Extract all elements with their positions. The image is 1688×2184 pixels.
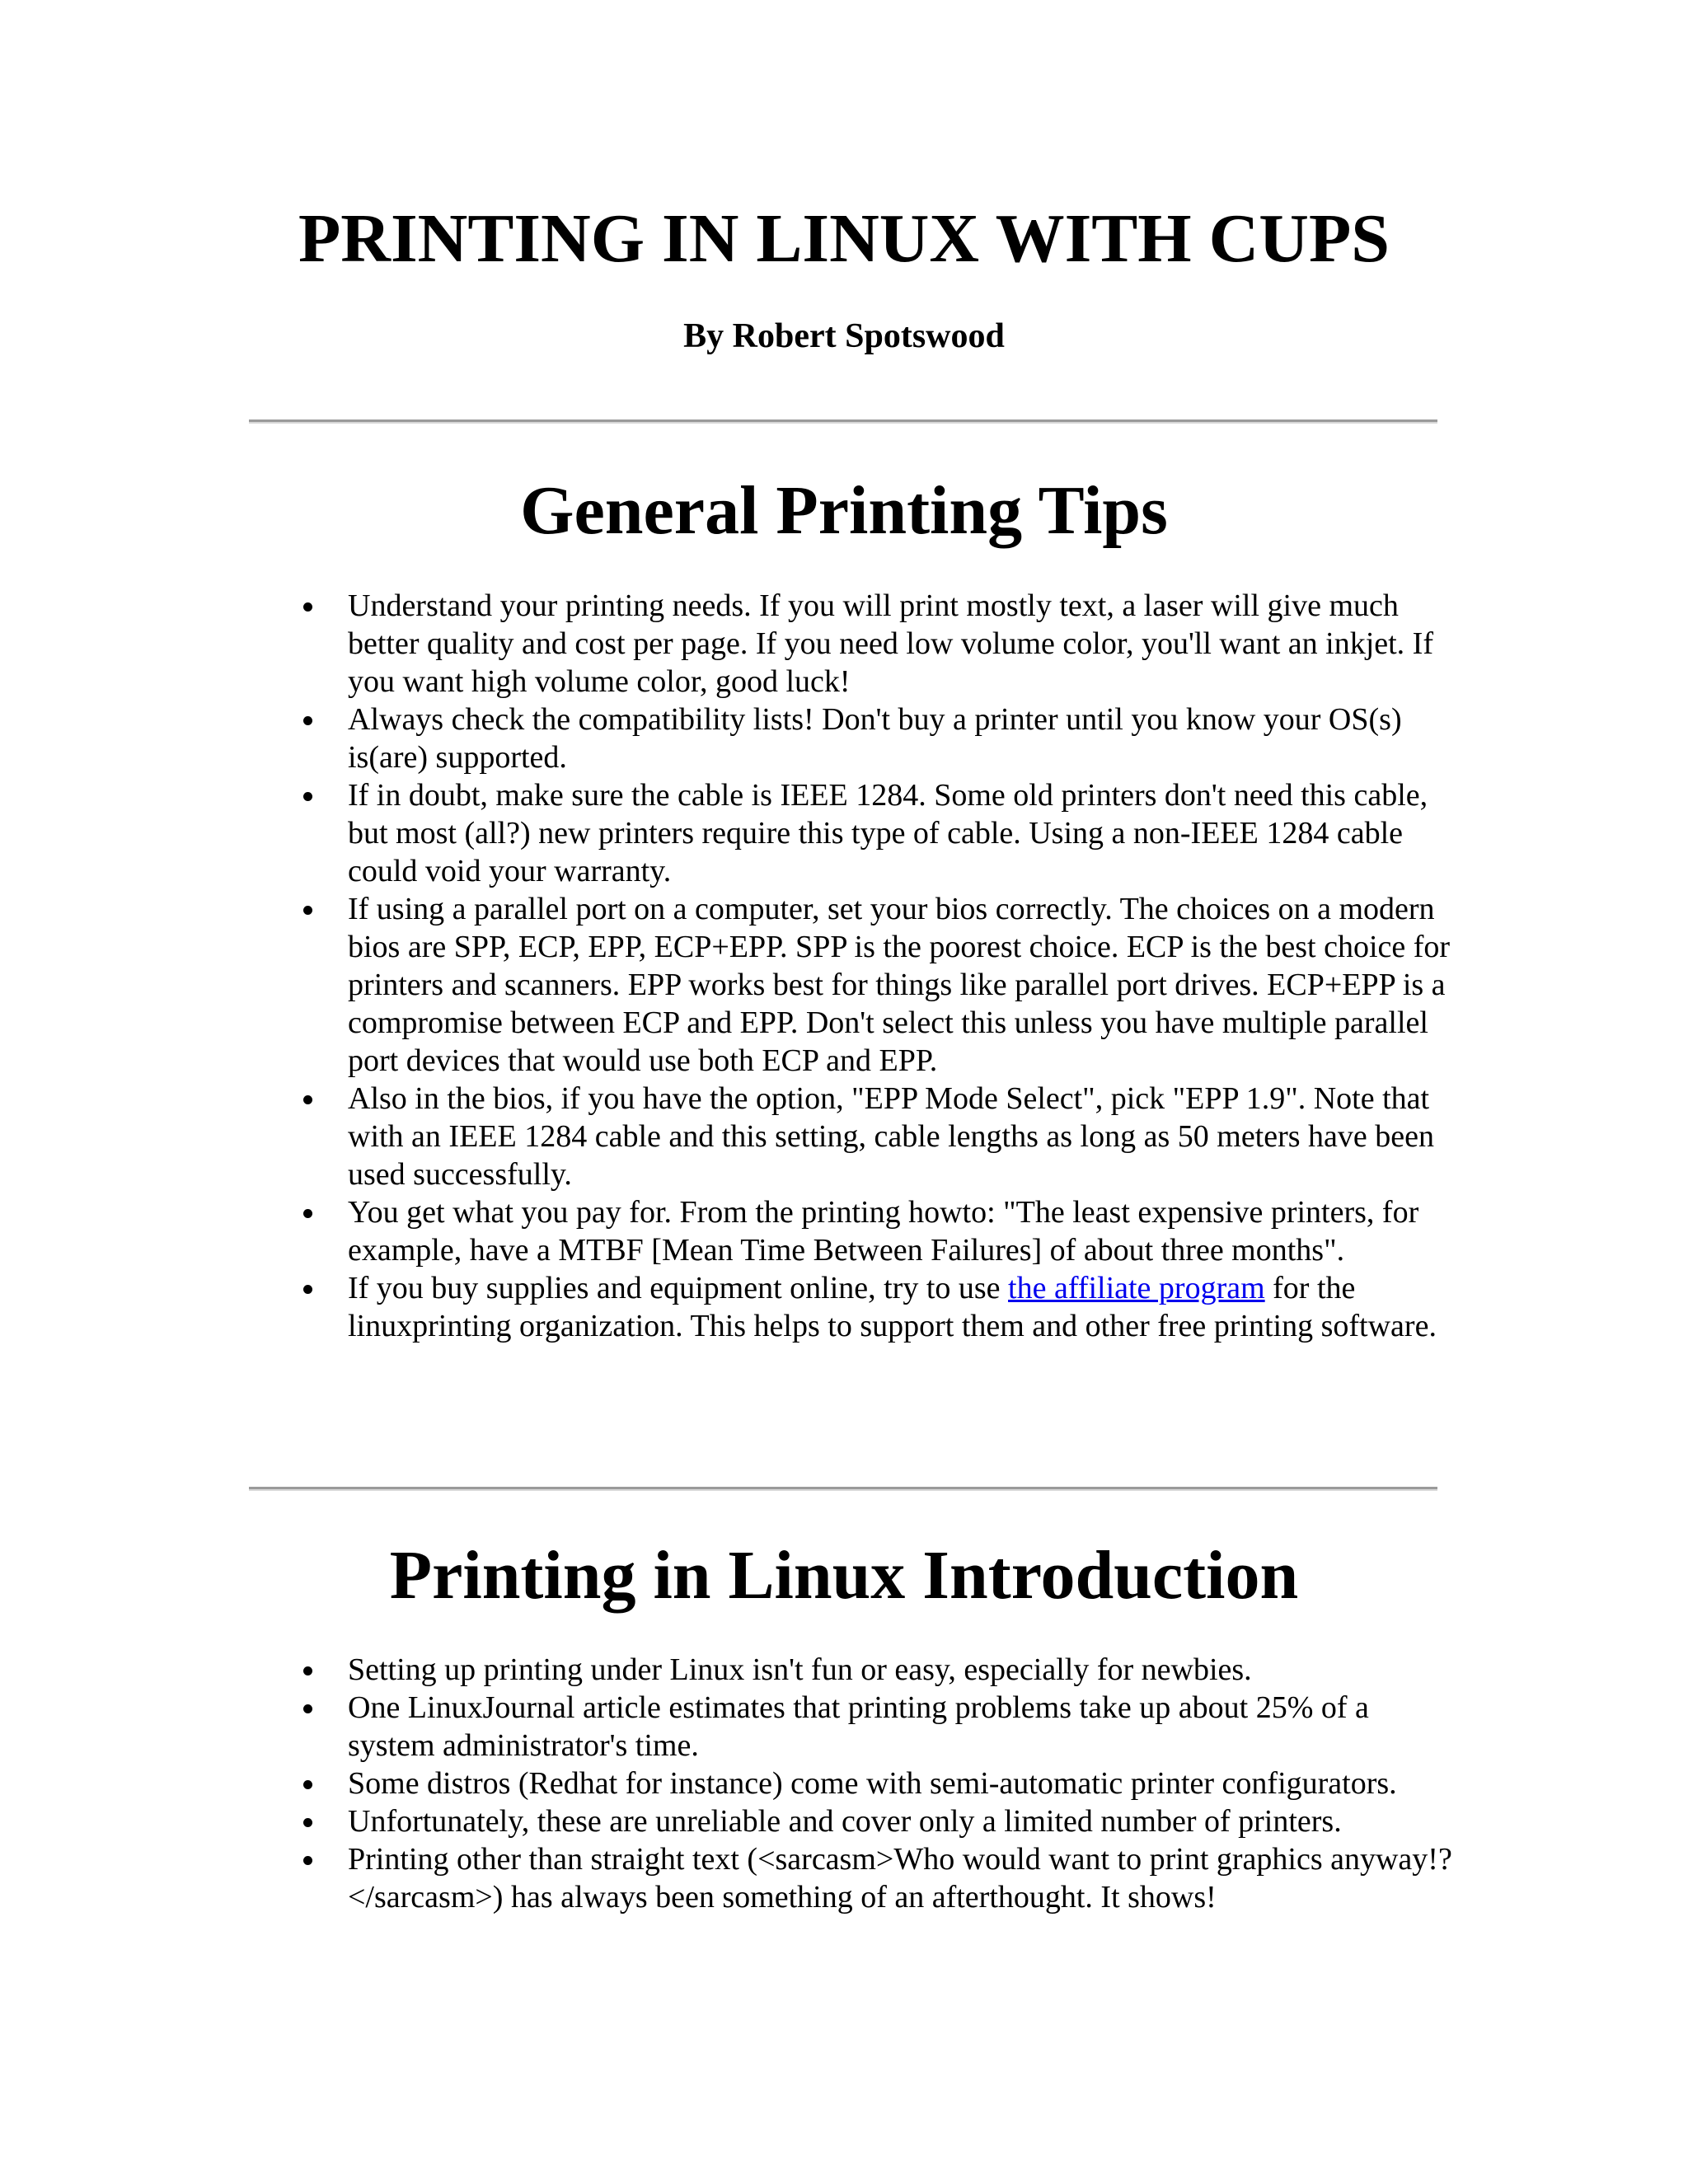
list-item: [348, 776, 1452, 890]
list-item: [348, 1765, 1452, 1802]
list-item-text-before-link: If you buy supplies and equipment online, try to use: [348, 1271, 1009, 1305]
list-item-text: One LinuxJournal article estimates that printing problems take up about 25% of a system administrator's time.: [348, 1690, 1369, 1763]
bullet-icon: [303, 906, 312, 915]
bullet-icon: [303, 602, 312, 612]
bullet-icon: [303, 1818, 312, 1827]
list-item-text: Setting up printing under Linux isn't fun or easy, especially for newbies.: [348, 1652, 1252, 1687]
list-item: [348, 1269, 1452, 1345]
list-item-text: Understand your printing needs. If you will print mostly text, a laser will give much better quality and cost per page. If you need low volume color, you'll want an inkjet. If you want high volume color, good luck!: [348, 588, 1433, 699]
list-item: [348, 1651, 1452, 1689]
bullet-icon: [303, 1666, 312, 1675]
bullet-icon: [303, 1704, 312, 1713]
bullet-icon: [303, 1095, 312, 1104]
list-item-text: If using a parallel port on a computer, set your bios correctly. The choices on a modern bios are SPP, ECP, EPP, ECP+EPP. SPP is the poorest choice. ECP is the best choice for printers and scanners. EPP works best for things like parallel port drives. ECP+EPP is a compromise between ECP and EPP. Don't select this unless you have multiple parallel port devices that would use both ECP and EPP.: [348, 892, 1451, 1078]
list-item-text: Some distros (Redhat for instance) come with semi-automatic printer configurators.: [348, 1766, 1397, 1801]
section-heading-general-printing-tips: General Printing Tips: [520, 472, 1168, 549]
list-item-text: Unfortunately, these are unreliable and cover only a limited number of printers.: [348, 1804, 1342, 1839]
list-item: [348, 1840, 1452, 1916]
bullet-icon: [303, 1285, 312, 1294]
general-tips-list: [348, 587, 1452, 1345]
list-item: [348, 1080, 1452, 1193]
document-title: PRINTING IN LINUX WITH CUPS: [298, 200, 1390, 277]
horizontal-rule: [249, 419, 1437, 424]
list-item: [348, 587, 1452, 701]
list-item-text: You get what you pay for. From the printing howto: "The least expensive printers, for example, have a MTBF [Mean Time Between Failures] of about three months".: [348, 1195, 1419, 1268]
horizontal-rule: [249, 1487, 1437, 1491]
list-item: [348, 1689, 1452, 1765]
list-item-text: Always check the compatibility lists! Don't buy a printer until you know your OS(s) is(are) supported.: [348, 702, 1402, 775]
affiliate-program-link[interactable]: the affiliate program: [1008, 1271, 1265, 1305]
list-item: [348, 1802, 1452, 1840]
list-item-text: Also in the bios, if you have the option, "EPP Mode Select", pick "EPP 1.9". Note that with an IEEE 1284 cable and this setting, cable lengths as long as 50 meters have been used successfully.: [348, 1081, 1435, 1192]
bullet-icon: [303, 1856, 312, 1865]
section-heading-printing-in-linux-introduction: Printing in Linux Introduction: [389, 1537, 1299, 1614]
author-byline: By Robert Spotswood: [683, 317, 1005, 355]
list-item: [348, 890, 1452, 1080]
introduction-list: [348, 1651, 1452, 1916]
bullet-icon: [303, 1780, 312, 1789]
list-item-text-after-link: for the linuxprinting organization. This helps to support them and other free printing software.: [348, 1271, 1437, 1343]
bullet-icon: [303, 716, 312, 725]
list-item: [348, 1193, 1452, 1269]
bullet-icon: [303, 792, 312, 801]
list-item-text: Printing other than straight text (<sarcasm>Who would want to print graphics anyway!?</sarcasm>) has always been something of an afterthought. It shows!: [348, 1842, 1452, 1915]
list-item-text: If in doubt, make sure the cable is IEEE 1284. Some old printers don't need this cable, but most (all?) new printers require this type of cable. Using a non-IEEE 1284 cable could void your warranty.: [348, 778, 1428, 888]
list-item: [348, 701, 1452, 776]
bullet-icon: [303, 1209, 312, 1218]
